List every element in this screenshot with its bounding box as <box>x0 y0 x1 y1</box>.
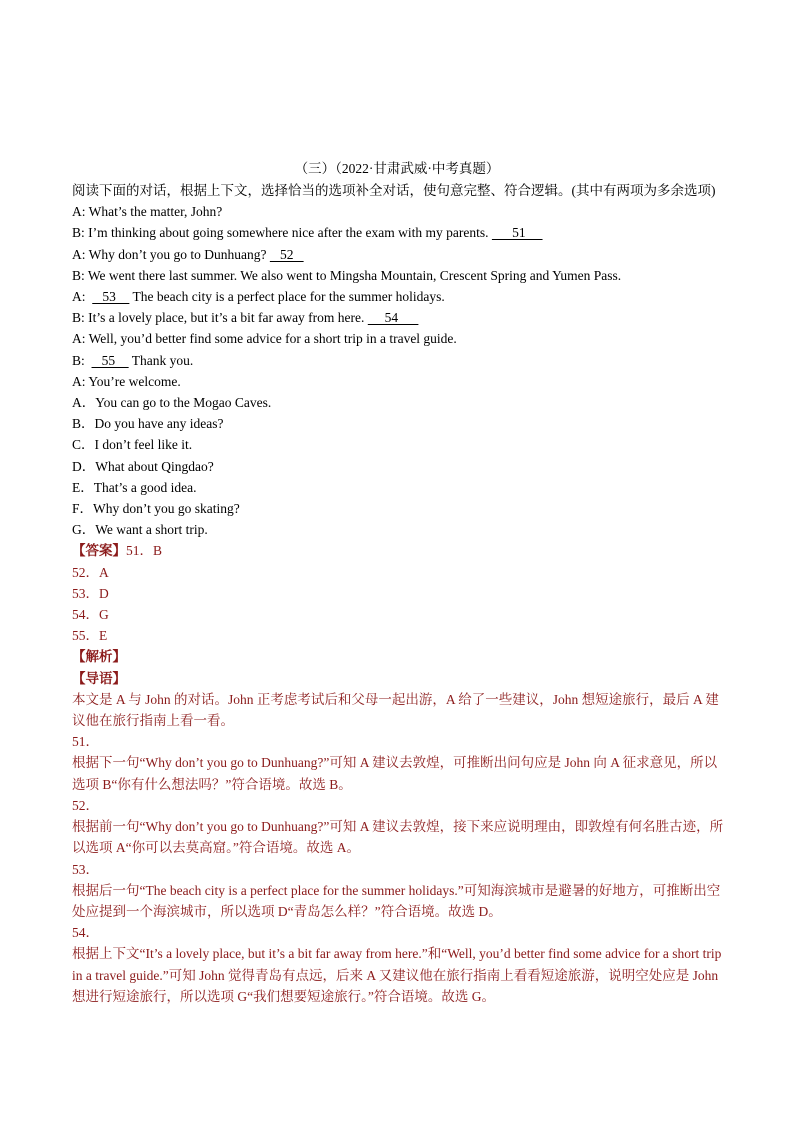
answer-section <box>72 540 724 646</box>
dialogue-text: A: What’s the matter, John? <box>72 204 223 220</box>
blank-55: 55 <box>91 352 129 368</box>
analysis-text: 根据下一句“Why don’t you go to Dunhuang?”可知 A 建议去敦煌，可推断出问句应是 John 向 A 征求意见，所以选项 B“你有什么想法吗？”符合语境。故选 B。 <box>72 755 718 792</box>
option-item: G．We want a short trip. <box>72 522 208 538</box>
dialogue-text: B: It’s a lovely place, but it’s a bit far away from here. <box>72 310 368 326</box>
dialogue-text: A: Why don’t you go to Dunhuang? <box>72 246 270 262</box>
intro-text: 本文是 A 与 John 的对话。John 正考虑考试后和父母一起出游，A 给了一些建议，John 想短途旅行，最后 A 建议他在旅行指南上看一看。 <box>72 691 719 729</box>
answer-item: 51．B <box>126 543 163 559</box>
answer-item: 54．G <box>72 607 109 623</box>
blank-53: 53 <box>92 289 130 305</box>
dialogue-line <box>72 286 724 307</box>
analysis-text: 根据上下文“It’s a lovely place, but it’s a bit far away from here.”和“Well, you’d better find some advice for a short trip in a travel guide.”可知 John 觉得青岛有点远，后来 A 又建议他在旅行指南上看看短途旅游，说明空处应是 John 想进行短途旅行，所以选项 G“我们想要短途旅行。”符合语境。故选 G。 <box>72 946 722 1004</box>
analysis-num: 53． <box>72 861 99 877</box>
dialogue-line <box>72 371 724 392</box>
dialogue-line <box>72 222 724 243</box>
analysis-text: 根据前一句“Why don’t you go to Dunhuang?”可知 A 建议去敦煌，接下来应说明理由，即敦煌有何名胜古迹，所以选项 A“你可以去莫高窟。”符合语境。故选 A。 <box>72 819 724 856</box>
blank-54: 54 <box>367 310 419 326</box>
dialogue-text: B: We went there last summer. We also went to Mingsha Mountain, Crescent Spring and Yumen Pass. <box>72 267 622 283</box>
dialogue-text: Thank you. <box>128 352 194 368</box>
answer-line <box>72 540 724 561</box>
dialogue-line <box>72 265 724 286</box>
analysis-num: 51． <box>72 734 99 750</box>
analysis-label: 【解析】 <box>72 649 126 665</box>
answer-item: 53．D <box>72 585 109 601</box>
dialogue-text: The beach city is a perfect place for the summer holidays. <box>129 289 445 305</box>
analysis-num: 54． <box>72 925 99 941</box>
dialogue-line <box>72 350 724 371</box>
dialogue-text: A: Well, you’d better find some advice for a short trip in a travel guide. <box>72 331 457 347</box>
dialogue-line <box>72 244 724 265</box>
option-item: E．That’s a good idea. <box>72 479 197 495</box>
dialogue-text: A: You’re welcome. <box>72 373 181 389</box>
dialogue-text: B: I’m thinking about going somewhere nice after the exam with my parents. <box>72 225 492 241</box>
blank-52: 52 <box>269 246 304 262</box>
answer-item: 55．E <box>72 628 108 644</box>
instructions: 阅读下面的对话，根据上下文，选择恰当的选项补全对话，使句意完整、符合逻辑。(其中有两项为多余选项) <box>72 183 716 198</box>
option-item: C．I don’t feel like it. <box>72 437 193 453</box>
dialogue-text: A: <box>72 289 93 305</box>
option-item: A．You can go to the Mogao Caves. <box>72 395 272 411</box>
intro-label: 【导语】 <box>72 670 126 686</box>
blank-51: 51 <box>491 225 543 241</box>
option-item: B．Do you have any ideas? <box>72 416 224 432</box>
option-item: F．Why don’t you go skating? <box>72 501 240 517</box>
options-list <box>72 392 724 540</box>
option-item: D．What about Qingdao? <box>72 458 214 474</box>
analysis-text: 根据后一句“The beach city is a perfect place for the summer holidays.”可知海滨城市是避暑的好地方，可推断出空处应提到一个海滨城市，所以选项 D“青岛怎么样？”符合语境。故选 D。 <box>72 882 721 919</box>
dialogue-line <box>72 201 724 222</box>
section-title: （三）（2022·甘肃武威·中考真题） <box>294 161 500 176</box>
answer-item: 52．A <box>72 564 109 580</box>
dialogue-line <box>72 328 724 349</box>
dialogue-text: B: <box>72 352 92 368</box>
analysis-num: 52． <box>72 797 99 813</box>
dialogue <box>72 201 724 392</box>
document-content <box>72 180 724 1007</box>
answer-label: 【答案】 <box>72 543 126 559</box>
analysis-section <box>72 646 724 1006</box>
dialogue-line <box>72 307 724 328</box>
